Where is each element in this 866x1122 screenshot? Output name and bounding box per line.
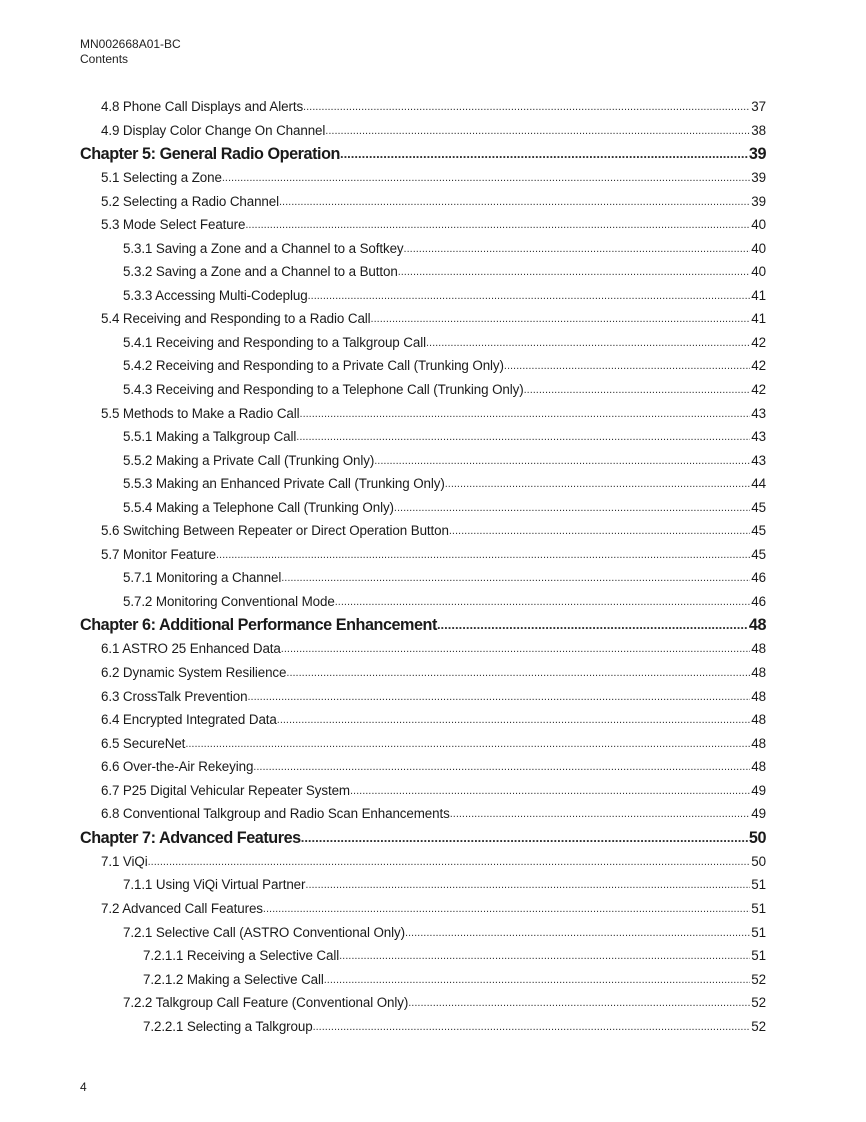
toc-entry-title: 7.2.1 Selective Call (ASTRO Conventional Only) xyxy=(123,924,405,940)
toc-entry-title: 6.3 CrossTalk Prevention xyxy=(101,688,248,704)
toc-entry-title: 5.5 Methods to Make a Radio Call xyxy=(101,405,300,421)
toc-dot-leader xyxy=(335,591,751,615)
toc-entry-page: 46 xyxy=(751,570,766,586)
toc-dot-leader xyxy=(263,898,750,922)
toc-entry-page: 50 xyxy=(751,853,766,869)
toc-entry-page: 52 xyxy=(751,971,766,987)
toc-entry-title: 5.4.1 Receiving and Responding to a Talkgroup Call xyxy=(123,334,426,350)
toc-entry-title: 5.4.3 Receiving and Responding to a Telephone Call (Trunking Only) xyxy=(123,382,524,398)
toc-entry-title: 5.4.2 Receiving and Responding to a Private Call (Trunking Only) xyxy=(123,358,504,374)
toc-dot-leader xyxy=(222,167,750,191)
toc-entry[interactable] xyxy=(80,190,766,214)
toc-entry-page: 39 xyxy=(751,193,766,209)
toc-dot-leader xyxy=(374,450,750,474)
toc-entry-page: 48 xyxy=(751,712,766,728)
toc-entry-title: 5.5.4 Making a Telephone Call (Trunking Only) xyxy=(123,499,394,515)
toc-entry-page: 46 xyxy=(751,593,766,609)
toc-dot-leader xyxy=(253,756,750,780)
toc-entry-page: 38 xyxy=(751,122,766,138)
toc-dot-leader xyxy=(296,426,750,450)
toc-entry[interactable] xyxy=(80,449,766,473)
toc-entry[interactable] xyxy=(80,402,766,426)
toc-entry[interactable] xyxy=(80,1015,766,1039)
toc-entry-title: 6.1 ASTRO 25 Enhanced Data xyxy=(101,641,281,657)
page-number: 4 xyxy=(80,1080,87,1094)
toc-entry-title: 5.7.1 Monitoring a Channel xyxy=(123,570,282,586)
toc-entry[interactable] xyxy=(80,944,766,968)
toc-dot-leader xyxy=(371,308,751,332)
toc-entry-page: 52 xyxy=(751,1018,766,1034)
toc-entry-title: 7.1 ViQi xyxy=(101,853,148,869)
toc-entry-page: 42 xyxy=(751,334,766,350)
toc-entry-page: 39 xyxy=(751,170,766,186)
toc-dot-leader xyxy=(245,214,750,238)
toc-entry[interactable] xyxy=(80,566,766,590)
toc-entry-page: 41 xyxy=(751,311,766,327)
toc-entry-page: 51 xyxy=(751,877,766,893)
toc-entry[interactable] xyxy=(80,637,766,661)
toc-entry[interactable] xyxy=(80,991,766,1015)
toc-entry[interactable] xyxy=(80,968,766,992)
toc-dot-leader xyxy=(185,733,750,757)
toc-entry[interactable] xyxy=(80,354,766,378)
toc-entry-title: 5.1 Selecting a Zone xyxy=(101,170,222,186)
toc-entry-page: 48 xyxy=(751,735,766,751)
toc-dot-leader xyxy=(281,638,751,662)
toc-entry-page: 37 xyxy=(751,99,766,114)
toc-entry-title: 5.3 Mode Select Feature xyxy=(101,217,246,233)
toc-dot-leader xyxy=(524,379,751,403)
toc-entry-title: 6.5 SecureNet xyxy=(101,735,186,751)
toc-entry[interactable] xyxy=(80,237,766,261)
toc-entry-page: 43 xyxy=(751,405,766,421)
toc-entry[interactable] xyxy=(80,331,766,355)
toc-entry-page: 40 xyxy=(751,240,766,256)
toc-entry-title: 5.3.2 Saving a Zone and a Channel to a Button xyxy=(123,264,398,280)
toc-entry-page: 42 xyxy=(751,382,766,398)
toc-entry-title: 5.5.3 Making an Enhanced Private Call (Trunking Only) xyxy=(123,476,445,492)
toc-dot-leader xyxy=(148,851,751,875)
toc-entry-title: 5.3.3 Accessing Multi-Codeplug xyxy=(123,287,308,303)
toc-entry[interactable] xyxy=(80,425,766,449)
toc-entry-title: 7.2.1.1 Receiving a Selective Call xyxy=(143,948,340,964)
toc-dot-leader xyxy=(450,803,751,827)
toc-entry-page: 43 xyxy=(751,429,766,445)
toc-dot-leader xyxy=(303,96,750,120)
toc-entry-page: 49 xyxy=(751,782,766,798)
toc-entry-title: 6.2 Dynamic System Resilience xyxy=(101,665,287,681)
toc-entry[interactable] xyxy=(80,213,766,237)
toc-entry-page: 41 xyxy=(751,287,766,303)
toc-dot-leader xyxy=(247,686,750,710)
toc-entry[interactable] xyxy=(80,921,766,945)
toc-dot-leader xyxy=(305,874,750,898)
toc-entry-title: Chapter 5: General Radio Operation xyxy=(80,145,340,164)
toc-entry-title: 5.6 Switching Between Repeater or Direct Operation Button xyxy=(101,523,449,539)
toc-entry-page: 45 xyxy=(751,499,766,515)
toc-entry[interactable] xyxy=(80,119,766,143)
toc-dot-leader xyxy=(339,945,750,969)
toc-dot-leader xyxy=(324,969,751,993)
toc-entry-title: 7.2.1.2 Making a Selective Call xyxy=(143,971,324,987)
toc-dot-leader xyxy=(279,191,750,215)
toc-dot-leader xyxy=(398,261,751,285)
toc-dot-leader xyxy=(504,355,750,379)
toc-entry[interactable] xyxy=(80,850,766,874)
toc-entry-title: 5.7 Monitor Feature xyxy=(101,546,216,562)
toc-entry-title: 7.2 Advanced Call Features xyxy=(101,900,263,916)
toc-entry-page: 45 xyxy=(751,523,766,539)
toc-entry-title: 6.6 Over-the-Air Rekeying xyxy=(101,759,254,775)
toc-entry-title: 5.2 Selecting a Radio Channel xyxy=(101,193,279,209)
toc-entry-title: Chapter 6: Additional Performance Enhancement xyxy=(80,616,437,635)
toc-dot-leader xyxy=(216,544,750,568)
toc-entry[interactable] xyxy=(80,873,766,897)
toc-dot-leader xyxy=(449,520,750,544)
toc-entry-page: 51 xyxy=(751,900,766,916)
toc-entry[interactable] xyxy=(80,378,766,402)
toc-entry[interactable] xyxy=(80,732,766,756)
toc-entry-title: 5.3.1 Saving a Zone and a Channel to a Softkey xyxy=(123,240,404,256)
toc-dot-leader xyxy=(277,709,751,733)
toc-dot-leader xyxy=(308,285,751,309)
toc-entry-title: 5.4 Receiving and Responding to a Radio Call xyxy=(101,311,371,327)
page-header xyxy=(80,37,181,67)
toc-entry-page: 45 xyxy=(751,546,766,562)
toc-entry[interactable] xyxy=(80,590,766,614)
toc-entry-page: 48 xyxy=(751,665,766,681)
toc-entry-title: 5.7.2 Monitoring Conventional Mode xyxy=(123,593,335,609)
toc-entry[interactable] xyxy=(80,95,766,119)
toc-entry-page: 48 xyxy=(751,641,766,657)
toc-entry-title: 6.8 Conventional Talkgroup and Radio Scan Enhancements xyxy=(101,806,450,822)
toc-entry[interactable] xyxy=(80,897,766,921)
toc-entry[interactable] xyxy=(80,519,766,543)
toc-dot-leader xyxy=(300,403,751,427)
toc-entry-title: 7.2.2 Talkgroup Call Feature (Conventional Only) xyxy=(123,995,409,1011)
toc-entry-title: 5.5.1 Making a Talkgroup Call xyxy=(123,429,297,445)
toc-entry-title: 4.8 Phone Call Displays and Alerts xyxy=(101,99,304,114)
toc-entry-title: 5.5.2 Making a Private Call (Trunking Only) xyxy=(123,452,375,468)
toc-entry[interactable] xyxy=(80,779,766,803)
toc-entry-title: Chapter 7: Advanced Features xyxy=(80,828,301,847)
toc-dot-leader xyxy=(394,497,750,521)
toc-entry-page: 49 xyxy=(751,806,766,822)
toc-entry-page: 40 xyxy=(751,217,766,233)
table-of-contents xyxy=(80,95,766,1038)
toc-entry-title: 4.9 Display Color Change On Channel xyxy=(101,122,326,138)
toc-entry-page: 40 xyxy=(751,264,766,280)
toc-dot-leader xyxy=(281,567,750,591)
toc-entry-page: 48 xyxy=(748,616,766,635)
toc-dot-leader xyxy=(437,613,748,637)
toc-entry-page: 48 xyxy=(751,688,766,704)
section-title: Contents xyxy=(80,52,129,66)
toc-dot-leader xyxy=(286,662,750,686)
toc-dot-leader xyxy=(350,780,750,804)
toc-entry[interactable] xyxy=(80,543,766,567)
toc-entry[interactable] xyxy=(80,166,766,190)
toc-entry[interactable] xyxy=(80,661,766,685)
toc-dot-leader xyxy=(313,1016,751,1040)
toc-entry-title: 6.4 Encrypted Integrated Data xyxy=(101,712,277,728)
toc-entry-page: 51 xyxy=(751,924,766,940)
toc-entry[interactable] xyxy=(80,755,766,779)
document-id: MN002668A01-BC xyxy=(80,37,181,51)
toc-dot-leader xyxy=(301,826,748,850)
toc-chapter-entry[interactable] xyxy=(80,142,766,166)
toc-dot-leader xyxy=(405,922,750,946)
toc-entry-page: 48 xyxy=(751,759,766,775)
toc-dot-leader xyxy=(404,238,751,262)
toc-entry-page: 52 xyxy=(751,995,766,1011)
toc-dot-leader xyxy=(325,120,750,144)
toc-entry-page: 50 xyxy=(748,828,766,847)
toc-dot-leader xyxy=(426,332,750,356)
toc-entry-page: 39 xyxy=(748,145,766,164)
toc-chapter-entry[interactable] xyxy=(80,613,766,637)
toc-entry-title: 6.7 P25 Digital Vehicular Repeater System xyxy=(101,782,350,798)
toc-entry[interactable] xyxy=(80,802,766,826)
toc-entry-page: 51 xyxy=(751,948,766,964)
toc-entry[interactable] xyxy=(80,284,766,308)
toc-chapter-entry[interactable] xyxy=(80,826,766,850)
toc-entry-page: 42 xyxy=(751,358,766,374)
toc-entry-title: 7.2.2.1 Selecting a Talkgroup xyxy=(143,1018,313,1034)
toc-dot-leader xyxy=(445,473,751,497)
toc-entry[interactable] xyxy=(80,472,766,496)
toc-entry[interactable] xyxy=(80,260,766,284)
toc-entry[interactable] xyxy=(80,685,766,709)
toc-entry[interactable] xyxy=(80,496,766,520)
toc-entry-page: 43 xyxy=(751,452,766,468)
toc-entry[interactable] xyxy=(80,307,766,331)
toc-entry-page: 44 xyxy=(751,476,766,492)
toc-dot-leader xyxy=(408,992,750,1016)
toc-entry-title: 7.1.1 Using ViQi Virtual Partner xyxy=(123,877,306,893)
toc-entry[interactable] xyxy=(80,708,766,732)
toc-dot-leader xyxy=(340,142,748,166)
